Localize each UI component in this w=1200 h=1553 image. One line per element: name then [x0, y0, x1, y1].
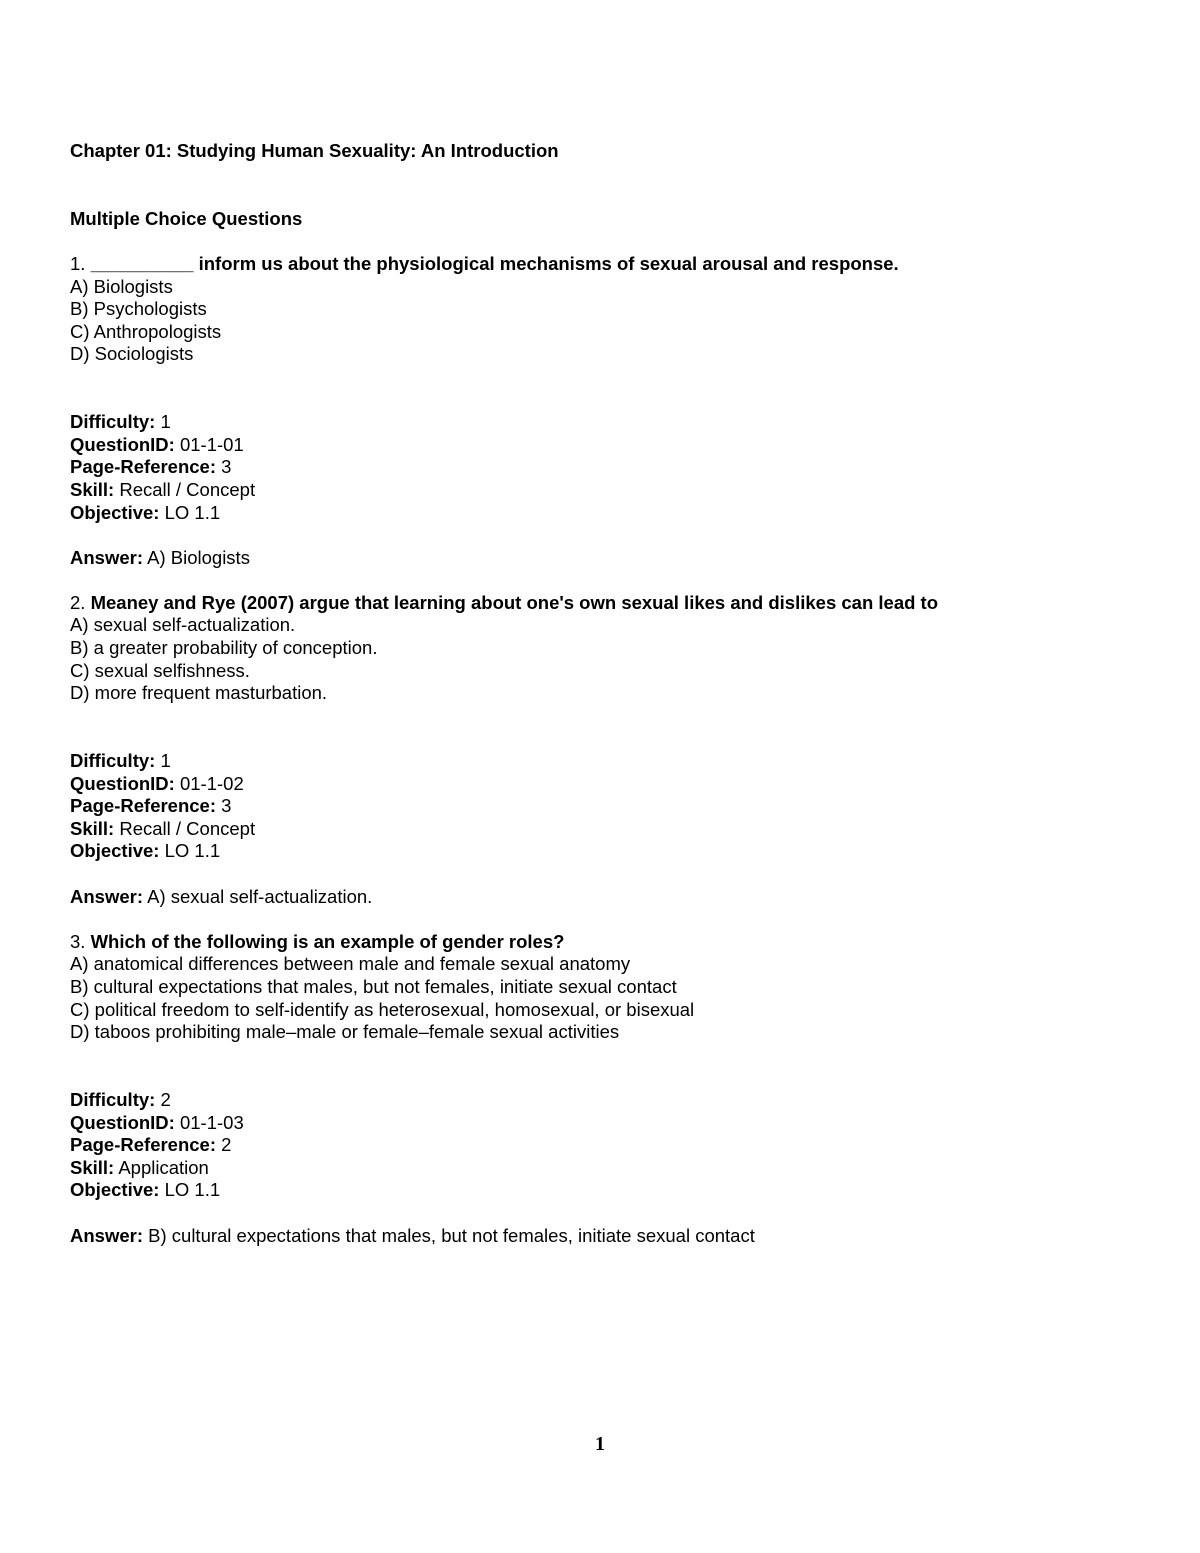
- option-d: D) more frequent masturbation.: [70, 682, 328, 704]
- question-id-label: QuestionID:: [70, 1111, 175, 1133]
- difficulty-value: 1: [160, 411, 171, 433]
- page-reference-label: Page-Reference:: [70, 456, 217, 478]
- option-d: D) Sociologists: [70, 343, 194, 365]
- objective-value: LO 1.1: [164, 501, 221, 523]
- option-a: A) Biologists: [70, 275, 173, 297]
- question-text: Which of the following is an example of gender roles?: [90, 930, 565, 952]
- skill-value: Application: [118, 1156, 209, 1178]
- difficulty-value: 1: [160, 750, 171, 772]
- objective-value: LO 1.1: [164, 1179, 221, 1201]
- skill-row: [70, 479, 1130, 502]
- answer-row: [70, 1225, 1130, 1248]
- question-id-value: 01-1-01: [179, 433, 244, 455]
- option-c: C) Anthropologists: [70, 320, 222, 342]
- question-number: 2.: [70, 591, 86, 613]
- skill-row: [70, 818, 1130, 841]
- skill-value: Recall / Concept: [119, 478, 256, 500]
- objective-label: Objective:: [70, 840, 160, 862]
- question-id-row: [70, 434, 1130, 457]
- question-id-value: 01-1-02: [179, 772, 244, 794]
- option-c: C) political freedom to self-identify as heterosexual, homosexual, or bisexual: [70, 998, 695, 1020]
- question-1: [70, 253, 1130, 592]
- answer-row: [70, 547, 1130, 570]
- question-stem: [70, 931, 1130, 954]
- option-d: D) taboos prohibiting male–male or female–female sexual activities: [70, 1021, 620, 1043]
- answer-label: Answer:: [70, 1224, 143, 1246]
- page-reference-row: [70, 795, 1130, 818]
- question-number: 1.: [70, 252, 86, 274]
- document-page: [70, 140, 1130, 1247]
- question-text: __________ inform us about the physiological mechanisms of sexual arousal and response.: [90, 252, 899, 274]
- skill-label: Skill:: [70, 817, 115, 839]
- page-reference-value: 3: [221, 456, 232, 478]
- difficulty-value: 2: [160, 1088, 171, 1110]
- question-id-label: QuestionID:: [70, 772, 175, 794]
- page-reference-value: 3: [221, 795, 232, 817]
- question-number: 3.: [70, 930, 86, 952]
- answer-row: [70, 886, 1130, 909]
- skill-value: Recall / Concept: [119, 817, 256, 839]
- skill-label: Skill:: [70, 1156, 115, 1178]
- option-a: A) anatomical differences between male and female sexual anatomy: [70, 953, 631, 975]
- question-id-row: [70, 773, 1130, 796]
- page-reference-value: 2: [221, 1134, 232, 1156]
- skill-label: Skill:: [70, 478, 115, 500]
- question-id-label: QuestionID:: [70, 433, 175, 455]
- difficulty-row: [70, 750, 1130, 773]
- question-3: [70, 931, 1130, 1247]
- difficulty-label: Difficulty:: [70, 411, 156, 433]
- answer-label: Answer:: [70, 546, 143, 568]
- objective-row: [70, 1179, 1130, 1202]
- chapter-title: Chapter 01: Studying Human Sexuality: An Introduction: [70, 140, 559, 161]
- page-reference-row: [70, 456, 1130, 479]
- answer-value: A) Biologists: [147, 546, 250, 568]
- objective-row: [70, 502, 1130, 525]
- skill-row: [70, 1157, 1130, 1180]
- answer-value: A) sexual self-actualization.: [147, 885, 373, 907]
- page-reference-row: [70, 1134, 1130, 1157]
- difficulty-row: [70, 411, 1130, 434]
- objective-value: LO 1.1: [164, 840, 221, 862]
- difficulty-label: Difficulty:: [70, 1088, 156, 1110]
- page-reference-label: Page-Reference:: [70, 795, 217, 817]
- question-id-value: 01-1-03: [179, 1111, 244, 1133]
- answer-value: B) cultural expectations that males, but not females, initiate sexual contact: [148, 1224, 755, 1246]
- option-b: B) Psychologists: [70, 298, 207, 320]
- objective-label: Objective:: [70, 1179, 160, 1201]
- question-text: Meaney and Rye (2007) argue that learning about one's own sexual likes and dislikes can lead to: [90, 591, 939, 613]
- answer-label: Answer:: [70, 885, 143, 907]
- question-stem: [70, 253, 1130, 276]
- option-a: A) sexual self-actualization.: [70, 614, 296, 636]
- difficulty-label: Difficulty:: [70, 750, 156, 772]
- page-reference-label: Page-Reference:: [70, 1134, 217, 1156]
- option-c: C) sexual selfishness.: [70, 659, 250, 681]
- option-b: B) a greater probability of conception.: [70, 637, 378, 659]
- question-id-row: [70, 1112, 1130, 1135]
- page-number: 1: [595, 1433, 605, 1455]
- question-stem: [70, 592, 1130, 615]
- objective-row: [70, 840, 1130, 863]
- difficulty-row: [70, 1089, 1130, 1112]
- option-b: B) cultural expectations that males, but not females, initiate sexual contact: [70, 975, 677, 997]
- question-2: [70, 592, 1130, 931]
- section-heading: Multiple Choice Questions: [70, 207, 303, 229]
- objective-label: Objective:: [70, 501, 160, 523]
